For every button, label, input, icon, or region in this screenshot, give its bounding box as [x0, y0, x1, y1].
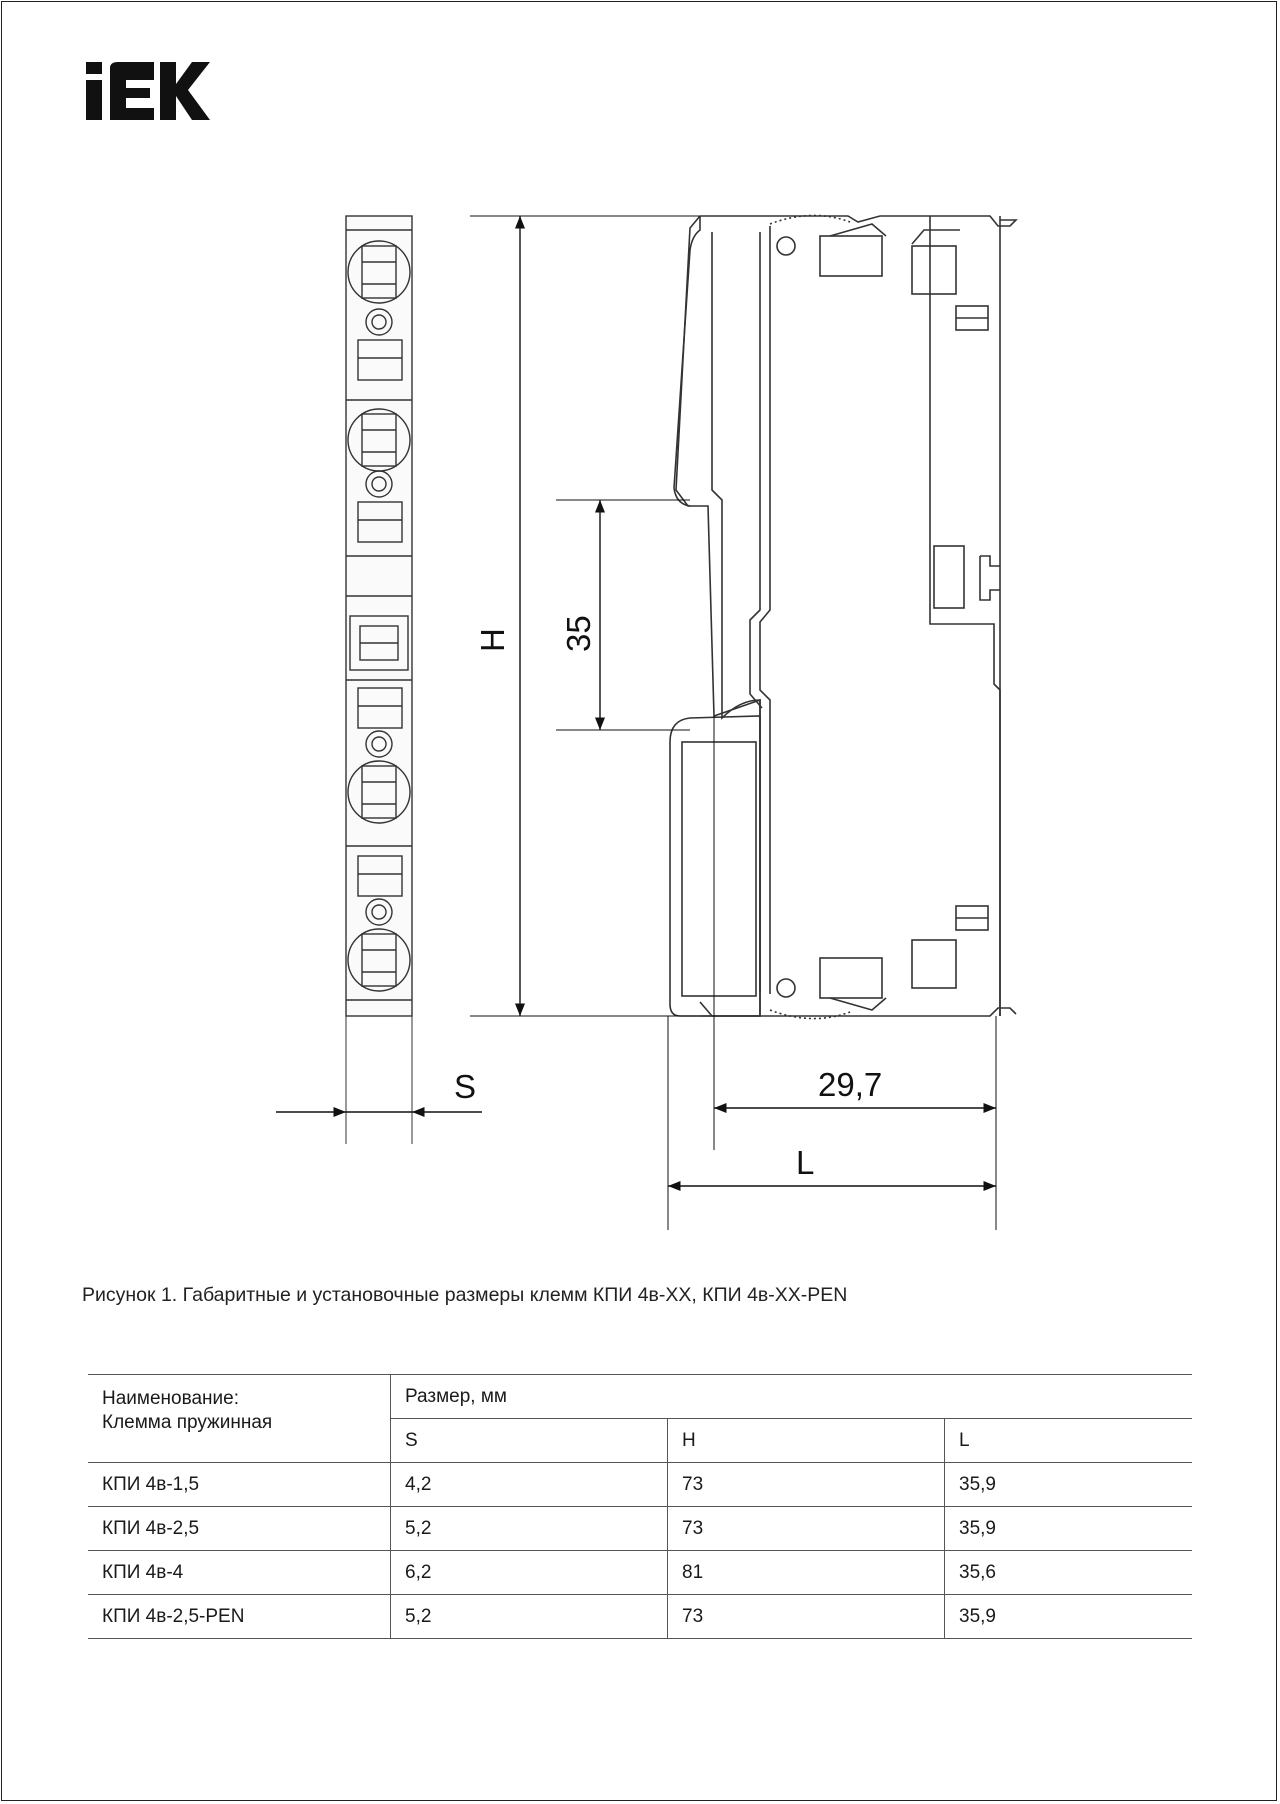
name-header: Наименование: Клемма пружинная [88, 1375, 391, 1463]
col-h-header: H [668, 1419, 945, 1463]
side-view [670, 215, 1016, 1018]
dimension-l [668, 1016, 996, 1230]
col-s-header: S [391, 1419, 668, 1463]
dim-l-label: L [796, 1144, 815, 1181]
dim-s-label: S [454, 1068, 477, 1105]
dim-29-7-label: 29,7 [818, 1066, 883, 1103]
front-view [346, 216, 412, 1144]
col-l-header: L [945, 1419, 1193, 1463]
size-header: Размер, мм [391, 1375, 1193, 1419]
dim-35-label: 35 [560, 615, 597, 652]
table-row: КПИ 4в-2,5-PEN 5,2 73 35,9 [88, 1595, 1192, 1639]
table-row: КПИ 4в-2,5 5,2 73 35,9 [88, 1507, 1192, 1551]
figure-caption: Рисунок 1. Габаритные и установочные размеры клемм КПИ 4в-ХХ, КПИ 4в-ХХ-PEN [82, 1284, 848, 1306]
size-table [88, 1374, 1192, 1639]
table-row: КПИ 4в-4 6,2 81 35,6 [88, 1551, 1192, 1595]
table-row: КПИ 4в-1,5 4,2 73 35,9 [88, 1463, 1192, 1507]
dim-h-label: H [474, 628, 511, 652]
dimension-35 [556, 500, 690, 730]
